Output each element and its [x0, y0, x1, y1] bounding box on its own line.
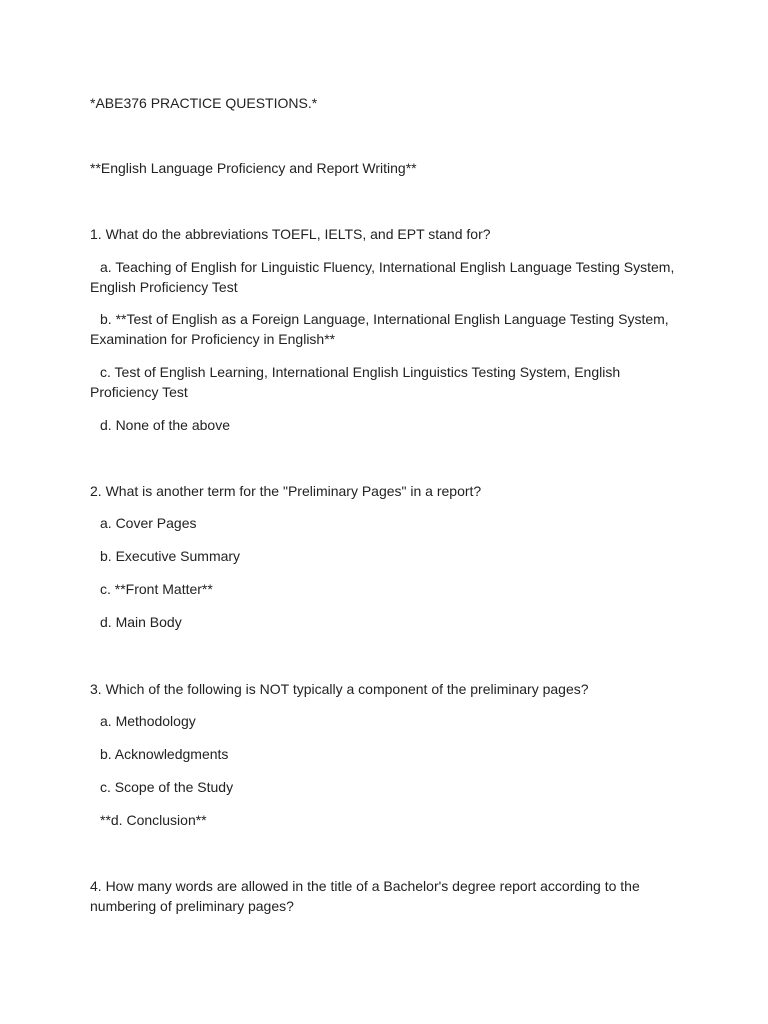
answer-option: a. Teaching of English for Linguistic Fluency, International English Language Testing System, English Proficiency Test [90, 259, 679, 295]
answer-option-correct: **d. Conclusion** [100, 812, 207, 828]
answer-option: a. Cover Pages [100, 515, 197, 531]
question-text: 3. Which of the following is NOT typically a component of the preliminary pages? [90, 681, 589, 697]
document-subtitle: **English Language Proficiency and Report Writing** [90, 160, 417, 176]
answer-option: d. None of the above [100, 417, 230, 433]
answer-option: c. Test of English Learning, International English Linguistics Testing System, English Proficiency Test [90, 364, 624, 400]
question-text: 2. What is another term for the "Preliminary Pages" in a report? [90, 483, 482, 499]
answer-option: b. Executive Summary [100, 548, 241, 564]
answer-option: b. Acknowledgments [100, 746, 229, 762]
answer-option-correct: c. **Front Matter** [100, 581, 213, 597]
question-text: 4. How many words are allowed in the title of a Bachelor's degree report according to the numbering of preliminary pages? [90, 878, 644, 914]
answer-option: c. Scope of the Study [100, 779, 234, 795]
document-title: *ABE376 PRACTICE QUESTIONS.* [90, 95, 318, 111]
answer-option: d. Main Body [100, 614, 182, 630]
answer-option-correct: b. **Test of English as a Foreign Language, International English Language Testing System, Examination for Proficiency in English** [90, 311, 673, 347]
question-text: 1. What do the abbreviations TOEFL, IELTS, and EPT stand for? [90, 226, 491, 242]
answer-option: a. Methodology [100, 713, 196, 729]
